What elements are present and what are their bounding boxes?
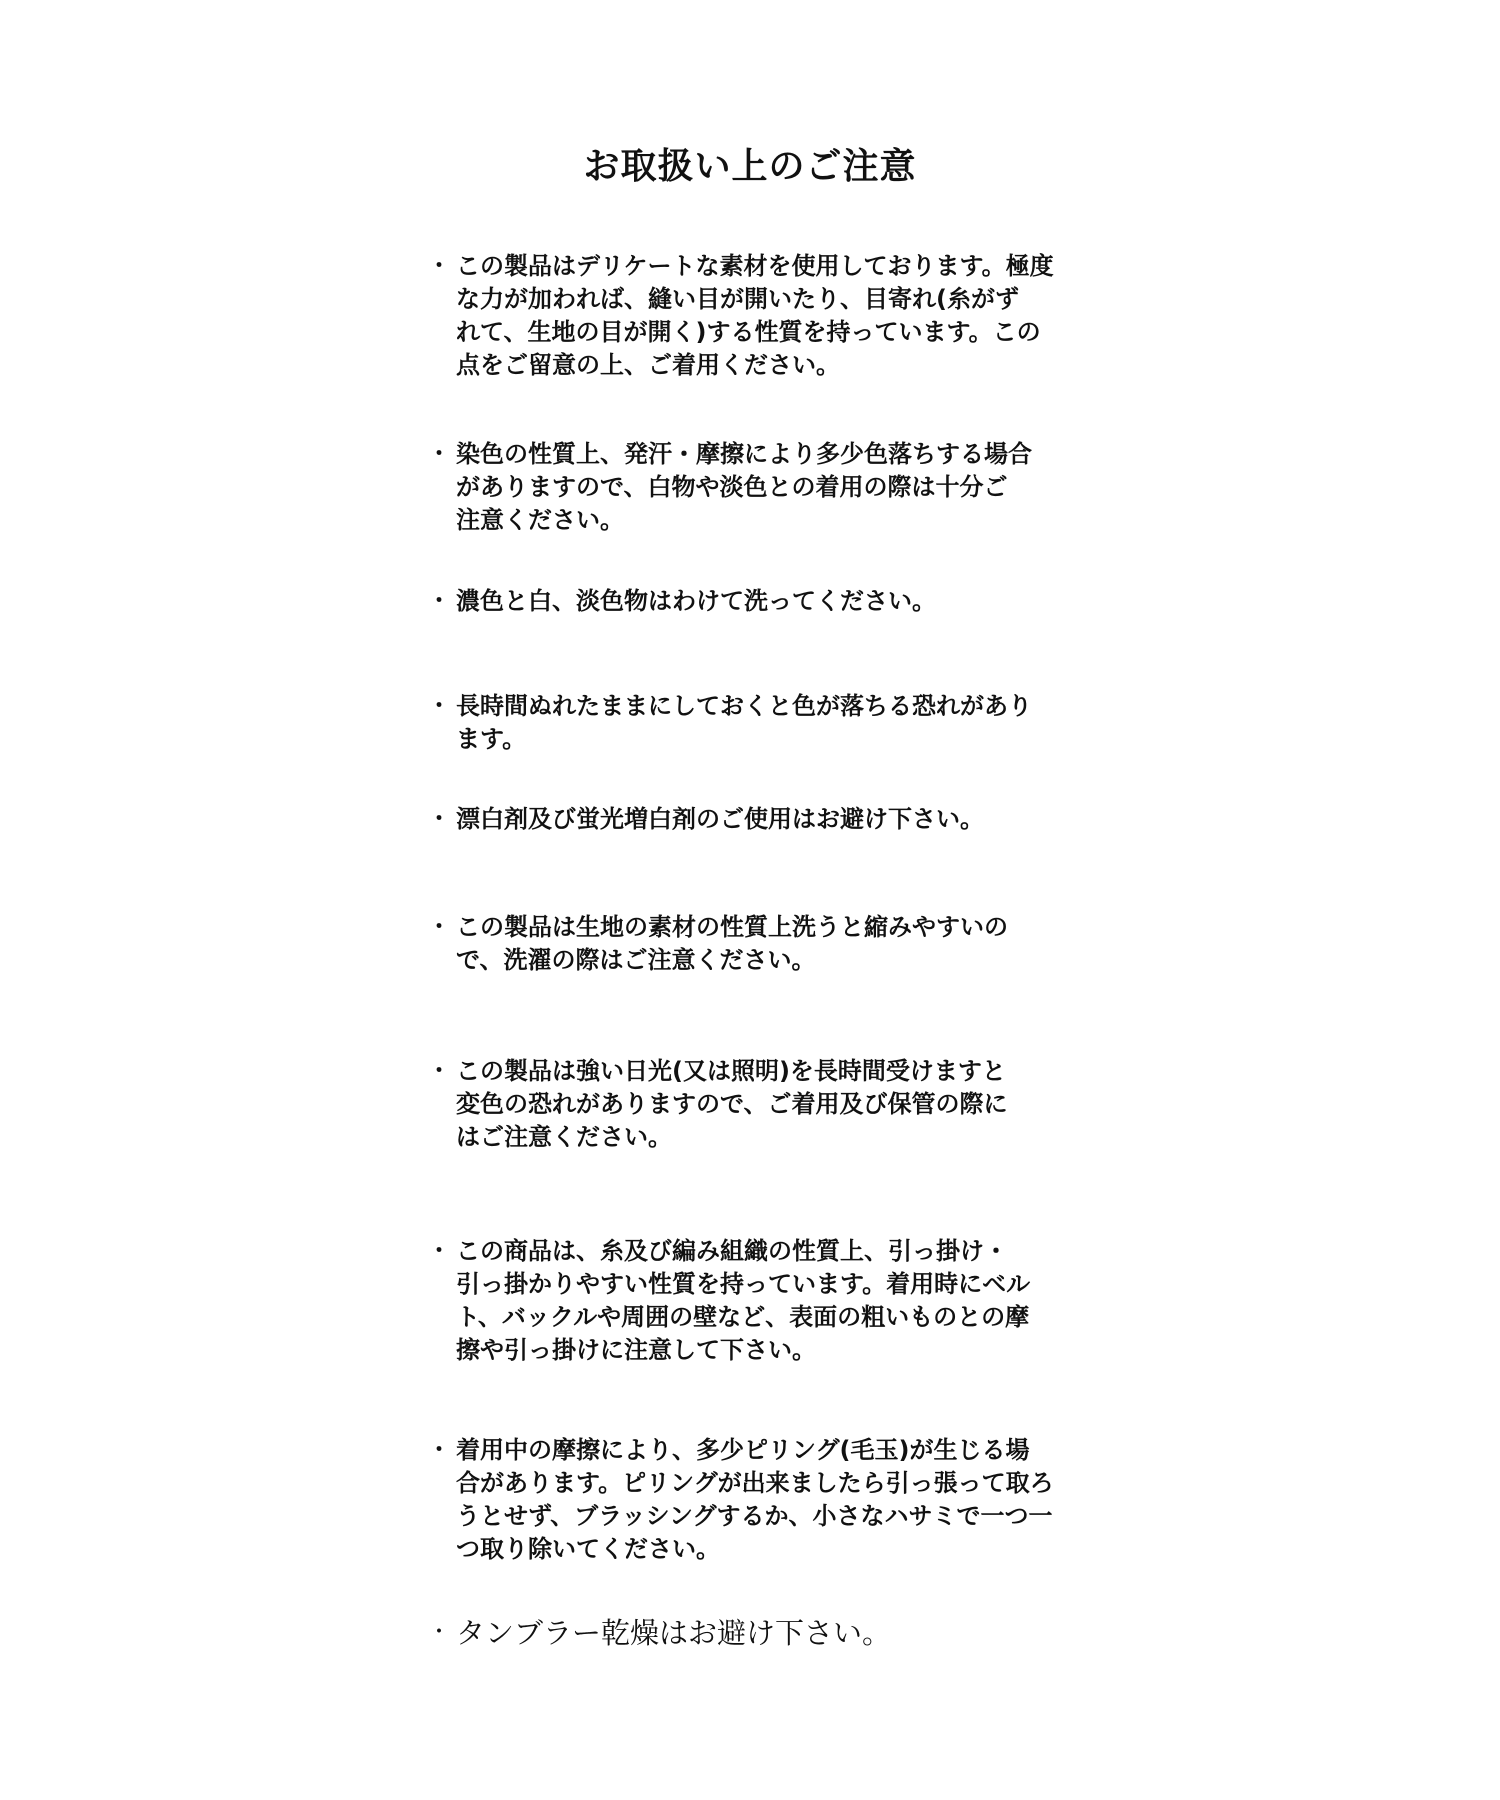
bullet: ・ [428, 1059, 451, 1084]
caution-item-delicate-material [428, 250, 1098, 382]
caution-text: 濃色と白、淡色物はわけて洗ってください。 [456, 587, 936, 615]
caution-item-wet-fading [428, 690, 1098, 756]
caution-item-wash-separately [428, 585, 1098, 618]
bullet: ・ [428, 254, 451, 279]
bullet: ・ [428, 694, 451, 719]
caution-text: 着用中の摩擦により、多少ピリング(毛玉)が生じる場 合があります。ピリングが出来ましたら引っ張って取ろ うとせず、ブラッシングするか、小さなハサミで一つ一 つ取り除いてください。 [456, 1436, 1054, 1563]
bullet: ・ [428, 1620, 451, 1645]
bullet: ・ [428, 442, 451, 467]
bullet: ・ [428, 1239, 451, 1264]
caution-text: 長時間ぬれたままにしておくと色が落ちる恐れがあり ます。 [456, 692, 1032, 753]
caution-text: この商品は、糸及び編み組織の性質上、引っ掛け・ 引っ掛かりやすい性質を持っています。着用時にベル ト、バックルや周囲の壁など、表面の粗いものとの摩 擦や引っ掛けに注意して下さい。 [456, 1237, 1031, 1364]
caution-item-shrinkage [428, 911, 1098, 977]
bullet: ・ [428, 1438, 451, 1463]
caution-text: タンブラー乾燥はお避け下さい。 [456, 1616, 892, 1650]
caution-item-snagging [428, 1235, 1098, 1367]
bullet: ・ [428, 915, 451, 940]
page-title: お取扱い上のご注意 [583, 146, 917, 187]
caution-item-color-bleeding [428, 438, 1098, 537]
bullet: ・ [428, 589, 451, 614]
bullet: ・ [428, 807, 451, 832]
caution-item-no-tumble-dry [428, 1615, 1098, 1651]
caution-text: この製品は強い日光(又は照明)を長時間受けますと 変色の恐れがありますので、ご着用及び保管の際に はご注意ください。 [456, 1057, 1008, 1151]
caution-text: この製品は生地の素材の性質上洗うと縮みやすいの で、洗濯の際はご注意ください。 [456, 913, 1008, 974]
caution-text: 染色の性質上、発汗・摩擦により多少色落ちする場合 がありますので、白物や淡色との着用の際は十分ご 注意ください。 [456, 440, 1032, 534]
caution-item-pilling [428, 1434, 1098, 1566]
caution-item-sunlight [428, 1055, 1098, 1154]
caution-text: この製品はデリケートな素材を使用しております。極度 な力が加われば、縫い目が開いたり、目寄れ(糸がず れて、生地の目が開く)する性質を持っています。この 点をご留意の上、ご着用ください。 [456, 252, 1054, 379]
caution-text: 漂白剤及び蛍光増白剤のご使用はお避け下さい。 [456, 805, 984, 833]
caution-item-no-bleach [428, 803, 1098, 836]
